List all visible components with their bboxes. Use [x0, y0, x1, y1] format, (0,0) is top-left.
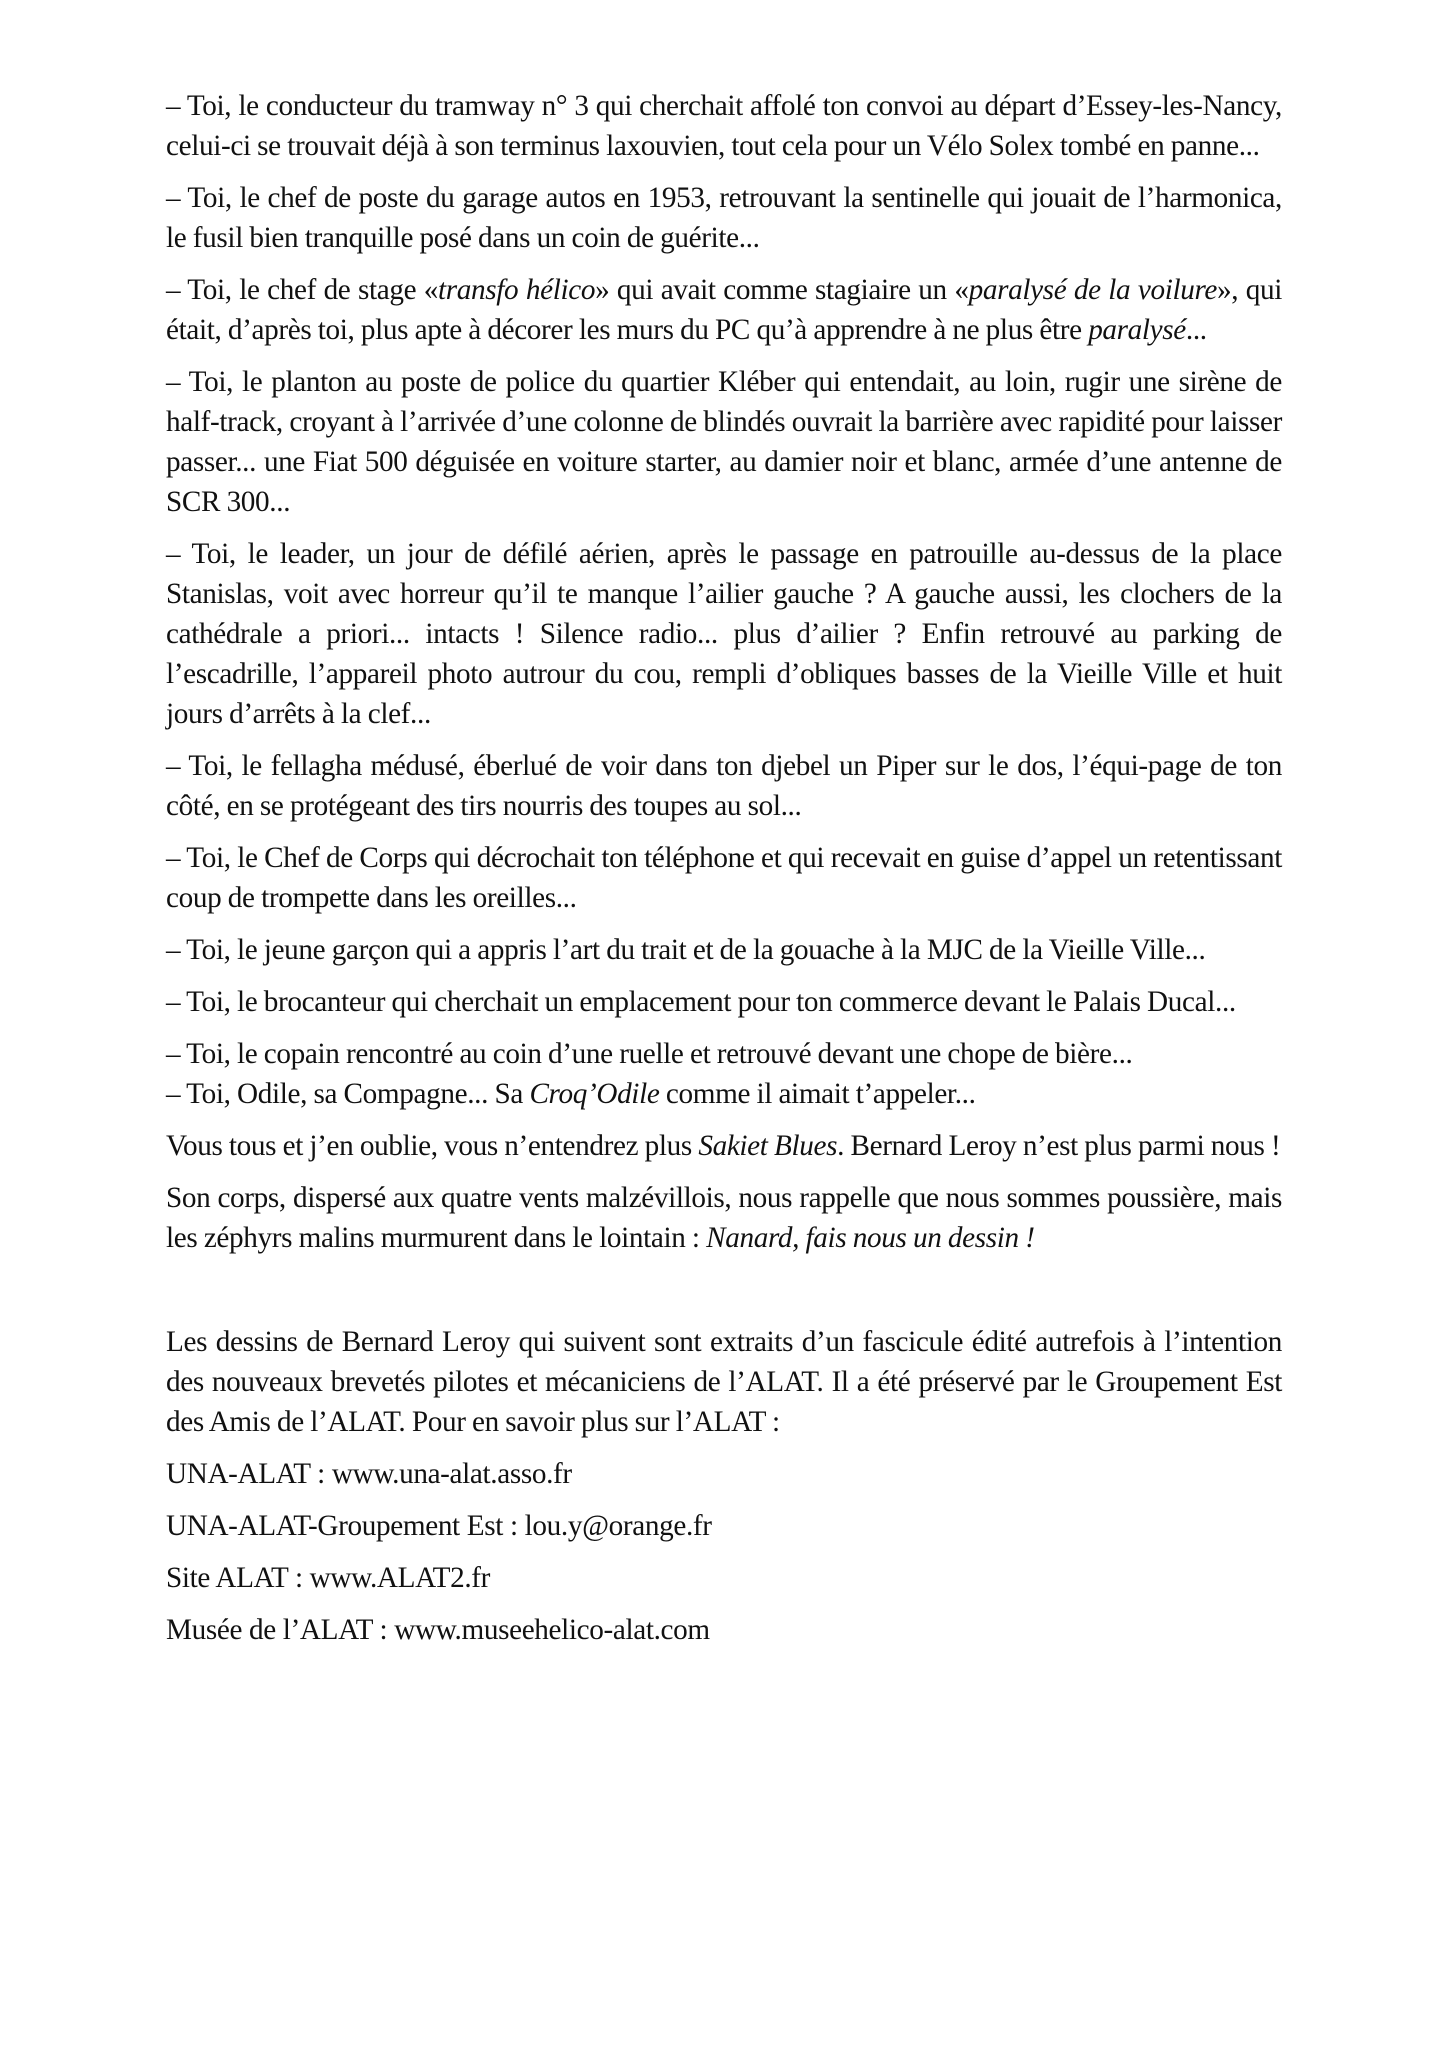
text-segment: », qui était, d’après toi, plus apte à décorer les murs du PC qu’à apprendre à ne plus être — [166, 274, 1283, 346]
italic-segment: paralysé de la voilure — [968, 274, 1217, 306]
text-segment: » qui avait comme stagiaire un « — [595, 274, 969, 306]
text-segment: comme il aimait t’appeler... — [659, 1078, 976, 1110]
tributes-section — [166, 86, 1282, 1258]
paragraph-chef-corps — [166, 838, 1282, 918]
una-alat-link[interactable]: www.una-alat.asso.fr — [331, 1458, 572, 1490]
link-line-musee-alat — [166, 1610, 1282, 1650]
paragraph-jeune-garcon — [166, 930, 1282, 970]
italic-segment: paralysé — [1088, 314, 1186, 346]
link-label: UNA-ALAT : — [166, 1458, 332, 1490]
link-line-una-alat — [166, 1454, 1282, 1494]
link-line-groupement-est — [166, 1506, 1282, 1546]
note-paragraph: Les dessins de Bernard Leroy qui suivent sont extraits d’un fascicule édité autrefois à l’intention des nouveaux brevetés pilotes et mécaniciens de l’ALAT. Il a été préservé par le Groupement Est des Amis de l’ALAT. Pour en savoir plus sur l’ALAT : — [166, 1326, 1282, 1438]
text-segment: Son corps, dispersé aux quatre vents malzévillois, nous rappelle que nous sommes poussière, mais les zéphyrs malins murmurent dans le lointain : — [166, 1182, 1282, 1254]
link-label: UNA-ALAT-Groupement Est : — [166, 1510, 525, 1542]
paragraph-tramway — [166, 86, 1282, 166]
alat-info-section — [166, 1322, 1282, 1650]
text-segment: . Bernard Leroy n’est plus parmi nous ! — [837, 1130, 1281, 1162]
text-segment: – Toi, le leader, un jour de défilé aérien, après le passage en patrouille au-dessus de la place Stanislas, voit avec horreur qu’il te manque l’ailier gauche ? A gauche aussi, les clochers de la cathédrale a priori... intacts ! Silence radio... plus d’ailier ? Enfin retrouvé au parking de l’escadrille, l’appareil photo autrour du cou, rempli d’obliques basses de la Vieille Ville et huit jours d’arrêts à la clef... — [166, 538, 1282, 730]
musee-alat-link[interactable]: www.museehelico-alat.com — [394, 1614, 710, 1646]
paragraph-leader — [166, 534, 1282, 734]
section-spacer — [166, 1270, 1282, 1322]
paragraph-garage — [166, 178, 1282, 258]
text-segment: – Toi, le planton au poste de police du quartier Kléber qui entendait, au loin, rugir une sirène de half-track, croyant à l’arrivée d’une colonne de blindés ouvrait la barrière avec rapidité pour laisser passer... une Fiat 500 déguisée en voiture starter, au damier noir et blanc, armée d’une antenne de SCR 300... — [166, 366, 1282, 518]
link-line-site-alat — [166, 1558, 1282, 1598]
text-segment: – Toi, Odile, sa Compagne... Sa — [166, 1078, 530, 1110]
text-segment: – Toi, le fellagha médusé, éberlué de voir dans ton djebel un Piper sur le dos, l’équi-page de ton côté, en se protégeant des tirs nourris des toupes au sol... — [166, 750, 1282, 822]
text-segment: ... — [1185, 314, 1207, 346]
paragraph-transfo — [166, 270, 1282, 350]
link-label: Musée de l’ALAT : — [166, 1614, 395, 1646]
site-alat-link[interactable]: www.ALAT2.fr — [309, 1562, 490, 1594]
paragraph-odile — [166, 1074, 1282, 1114]
italic-segment: transfo hélico — [438, 274, 596, 306]
paragraph-planton — [166, 362, 1282, 522]
groupement-est-email-link[interactable]: lou.y@orange.fr — [524, 1510, 712, 1542]
italic-segment: Sakiet Blues — [698, 1130, 838, 1162]
text-segment: Vous tous et j’en oublie, vous n’entendrez plus — [166, 1130, 699, 1162]
text-segment: – Toi, le chef de stage « — [166, 274, 439, 306]
text-segment: – Toi, le Chef de Corps qui décrochait ton téléphone et qui recevait en guise d’appel un retentissant coup de trompette dans les oreilles... — [166, 842, 1282, 914]
text-segment: – Toi, le conducteur du tramway n° 3 qui cherchait affolé ton convoi au départ d’Essey-les-Nancy, celui-ci se trouvait déjà à son terminus laxouvien, tout cela pour un Vélo Solex tombé en panne... — [166, 90, 1282, 162]
text-segment: – Toi, le copain rencontré au coin d’une ruelle et retrouvé devant une chope de bière... — [166, 1038, 1133, 1070]
italic-segment: Croq’Odile — [529, 1078, 660, 1110]
paragraph-fellagha — [166, 746, 1282, 826]
document-page — [166, 86, 1282, 1662]
text-segment: – Toi, le brocanteur qui cherchait un emplacement pour ton commerce devant le Palais Ducal... — [166, 986, 1236, 1018]
paragraph-copain — [166, 1034, 1282, 1074]
paragraph-brocanteur — [166, 982, 1282, 1022]
paragraph-son-corps — [166, 1178, 1282, 1258]
italic-segment: Nanard, fais nous un dessin ! — [706, 1222, 1035, 1254]
text-segment: – Toi, le chef de poste du garage autos en 1953, retrouvant la sentinelle qui jouait de l’harmonica, le fusil bien tranquille posé dans un coin de guérite... — [166, 182, 1282, 254]
paragraph-vous-tous — [166, 1126, 1282, 1166]
link-label: Site ALAT : — [166, 1562, 310, 1594]
text-segment: – Toi, le jeune garçon qui a appris l’art du trait et de la gouache à la MJC de la Vieille Ville... — [166, 934, 1206, 966]
